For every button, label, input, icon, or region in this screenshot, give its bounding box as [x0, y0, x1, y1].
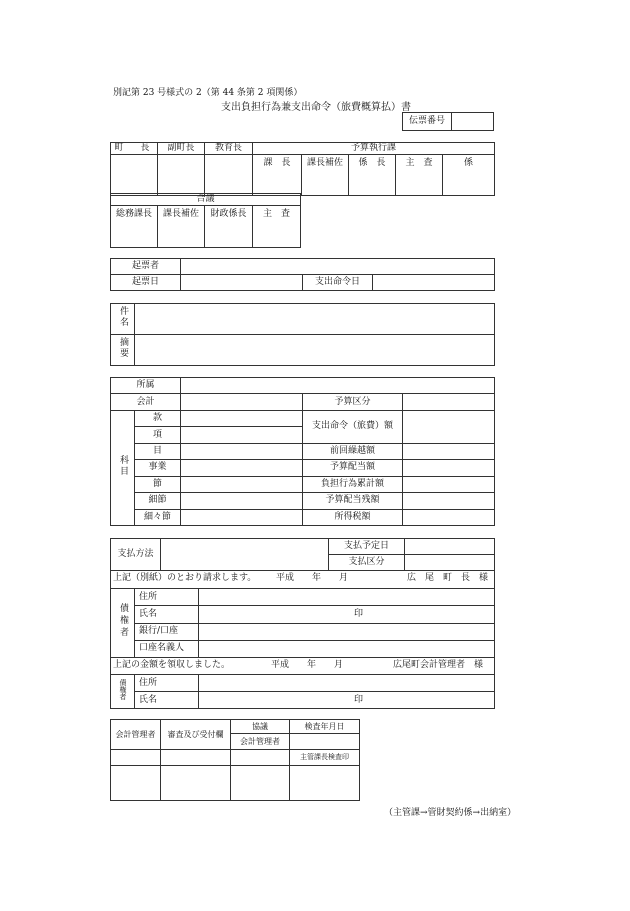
council-table	[110, 193, 301, 248]
budget-kakaricho-label: 係 長	[349, 155, 396, 196]
denpyo-number-table	[402, 112, 494, 131]
receipt-text: 上記の金額を領収しました。	[113, 660, 231, 670]
income-tax-label: 所得税額	[303, 509, 403, 526]
carryover-field[interactable]	[403, 443, 495, 459]
creditor-holder-label: 口座名義人	[135, 640, 199, 657]
pay-date-label: 支払予定日	[329, 539, 405, 555]
item-saisaisetsu-field[interactable]	[181, 509, 303, 526]
item-kou-field[interactable]	[181, 427, 303, 443]
item-saisetsu-field[interactable]	[181, 493, 303, 509]
bottom-kyogi-label: 協議	[231, 720, 290, 734]
council-hosa-label: 課長補佐	[158, 206, 205, 248]
creditor-label: 債権者	[118, 603, 128, 639]
remaining-label: 予算配当残額	[303, 493, 403, 509]
approval-deputy-label: 副町長	[158, 143, 205, 155]
pay-category-label: 支払区分	[329, 555, 405, 571]
council-somu-label: 総務課長	[111, 206, 158, 248]
kamoku-label: 科目	[118, 454, 128, 477]
creditor-bank-field[interactable]	[199, 623, 495, 640]
request-era: 平成 年 月	[276, 573, 349, 583]
bottom-shinsa-label: 審査及び受付欄	[161, 720, 231, 750]
tekiyo-label: 摘要	[118, 337, 128, 359]
council-zaisei-label: 財政係長	[205, 206, 253, 248]
creditor2-address-field[interactable]	[199, 675, 495, 692]
income-tax-field[interactable]	[403, 509, 495, 526]
bottom-kaikei-label: 会計管理者	[111, 720, 161, 750]
receipt-era: 平成 年 月	[271, 660, 344, 670]
budget-type-label: 予算区分	[303, 394, 403, 410]
drafter-label: 起票者	[111, 259, 181, 275]
creditor2-table	[110, 674, 495, 709]
denpyo-number-field[interactable]	[452, 113, 494, 131]
bottom-kyogi-seal2[interactable]	[231, 766, 290, 801]
pay-method-label: 支払方法	[111, 539, 161, 571]
cumulative-label: 負担行為累計額	[303, 476, 403, 492]
creditor-name-field[interactable]	[199, 606, 495, 623]
budget-dept-label: 予算執行課	[253, 143, 495, 155]
allocation-field[interactable]	[403, 460, 495, 476]
creditor2-label: 債権者	[119, 679, 127, 700]
tekiyo-field[interactable]	[135, 335, 495, 366]
pay-method-field[interactable]	[161, 539, 329, 571]
order-date-label: 支出命令日	[303, 275, 373, 291]
seal2-mark: 印	[353, 694, 363, 705]
item-kan-label: 款	[135, 410, 181, 426]
budget-kakari-label: 係	[443, 155, 495, 196]
approval-education-seal[interactable]	[205, 155, 253, 196]
allocation-label: 予算配当額	[303, 460, 403, 476]
drafter-field[interactable]	[181, 259, 495, 275]
receipt-line-table	[110, 658, 495, 674]
creditor2-address-label: 住所	[135, 675, 199, 692]
bottom-kaikei-seal2[interactable]	[111, 766, 161, 801]
order-amount-field[interactable]	[403, 410, 495, 443]
bottom-inspect-date-field[interactable]	[290, 734, 360, 750]
order-date-field[interactable]	[373, 275, 495, 291]
approval-mayor-seal[interactable]	[111, 155, 158, 196]
approval-education-label: 教育長	[205, 143, 253, 155]
order-amount-label: 支出命令（旅費）額	[303, 410, 403, 443]
budget-kacho-label: 課 長	[253, 155, 302, 196]
bottom-inspect-label: 検査年月日	[290, 720, 360, 734]
pay-category-field[interactable]	[405, 555, 495, 571]
dept-field[interactable]	[181, 378, 495, 394]
bottom-inspect-seal[interactable]	[290, 766, 360, 801]
approval-mayor-label: 町 長	[111, 143, 158, 155]
creditor-bank-label: 銀行/口座	[135, 623, 199, 640]
draft-table	[110, 258, 495, 291]
approval-deputy-seal[interactable]	[158, 155, 205, 196]
subject-table	[110, 303, 495, 366]
item-moku-label: 目	[135, 443, 181, 459]
kaikei-field[interactable]	[181, 394, 303, 410]
carryover-label: 前回繰越額	[303, 443, 403, 459]
request-line-table	[110, 570, 495, 588]
draft-date-field[interactable]	[181, 275, 303, 291]
item-setsu-field[interactable]	[181, 476, 303, 492]
kenmei-field[interactable]	[135, 304, 495, 335]
kaikei-label: 会計	[111, 394, 181, 410]
creditor-name-label: 氏名	[135, 606, 199, 623]
bottom-kyogi-sub: 会計管理者	[231, 734, 290, 750]
bottom-shinsa-seal2[interactable]	[161, 766, 231, 801]
routing-footer: （主管課→管財契約係→出納室）	[384, 808, 517, 818]
bottom-shinsa-seal1[interactable]	[161, 750, 231, 766]
request-addressee: 広 尾 町 長 様	[407, 573, 489, 583]
creditor-table	[110, 588, 495, 658]
creditor-holder-field[interactable]	[199, 640, 495, 657]
dept-label: 所属	[111, 378, 181, 394]
approval-table	[110, 142, 495, 196]
account-table	[110, 377, 495, 526]
item-saisaisetsu-label: 細々節	[135, 509, 181, 526]
item-jigyo-label: 事業	[135, 460, 181, 476]
item-setsu-label: 節	[135, 476, 181, 492]
kenmei-label: 件名	[118, 306, 128, 328]
seal-mark: 印	[353, 608, 363, 619]
draft-date-label: 起票日	[111, 275, 181, 291]
item-moku-field[interactable]	[181, 443, 303, 459]
budget-shusa-label: 主 査	[396, 155, 443, 196]
council-label: 合議	[111, 194, 301, 206]
item-jigyo-field[interactable]	[181, 460, 303, 476]
item-kan-field[interactable]	[181, 410, 303, 426]
bottom-table	[110, 719, 360, 801]
form-reference: 別記第 23 号様式の 2（第 44 条第 2 項関係）	[113, 88, 303, 98]
council-shusa-label: 主 査	[253, 206, 301, 248]
bottom-inspect-sub: 主管課長検査印	[290, 750, 360, 766]
bottom-kaikei-seal1[interactable]	[111, 750, 161, 766]
bottom-kyogi-seal1[interactable]	[231, 750, 290, 766]
receipt-addressee: 広尾町会計管理者 様	[393, 660, 484, 670]
item-kou-label: 項	[135, 427, 181, 443]
document-title: 支出負担行為兼支出命令（旅費概算払）書	[221, 102, 411, 113]
item-saisetsu-label: 細節	[135, 493, 181, 509]
remaining-field[interactable]	[403, 493, 495, 509]
creditor2-name-field[interactable]	[199, 692, 495, 709]
cumulative-field[interactable]	[403, 476, 495, 492]
creditor-address-field[interactable]	[199, 589, 495, 606]
request-text: 上記（別紙）のとおり請求します。	[113, 573, 257, 583]
budget-hosa-label: 課長補佐	[302, 155, 349, 196]
payment-table	[110, 538, 495, 571]
creditor-address-label: 住所	[135, 589, 199, 606]
pay-date-field[interactable]	[405, 539, 495, 555]
budget-type-field[interactable]	[403, 394, 495, 410]
creditor2-name-label: 氏名	[135, 692, 199, 709]
denpyo-number-label: 伝票番号	[403, 113, 452, 131]
